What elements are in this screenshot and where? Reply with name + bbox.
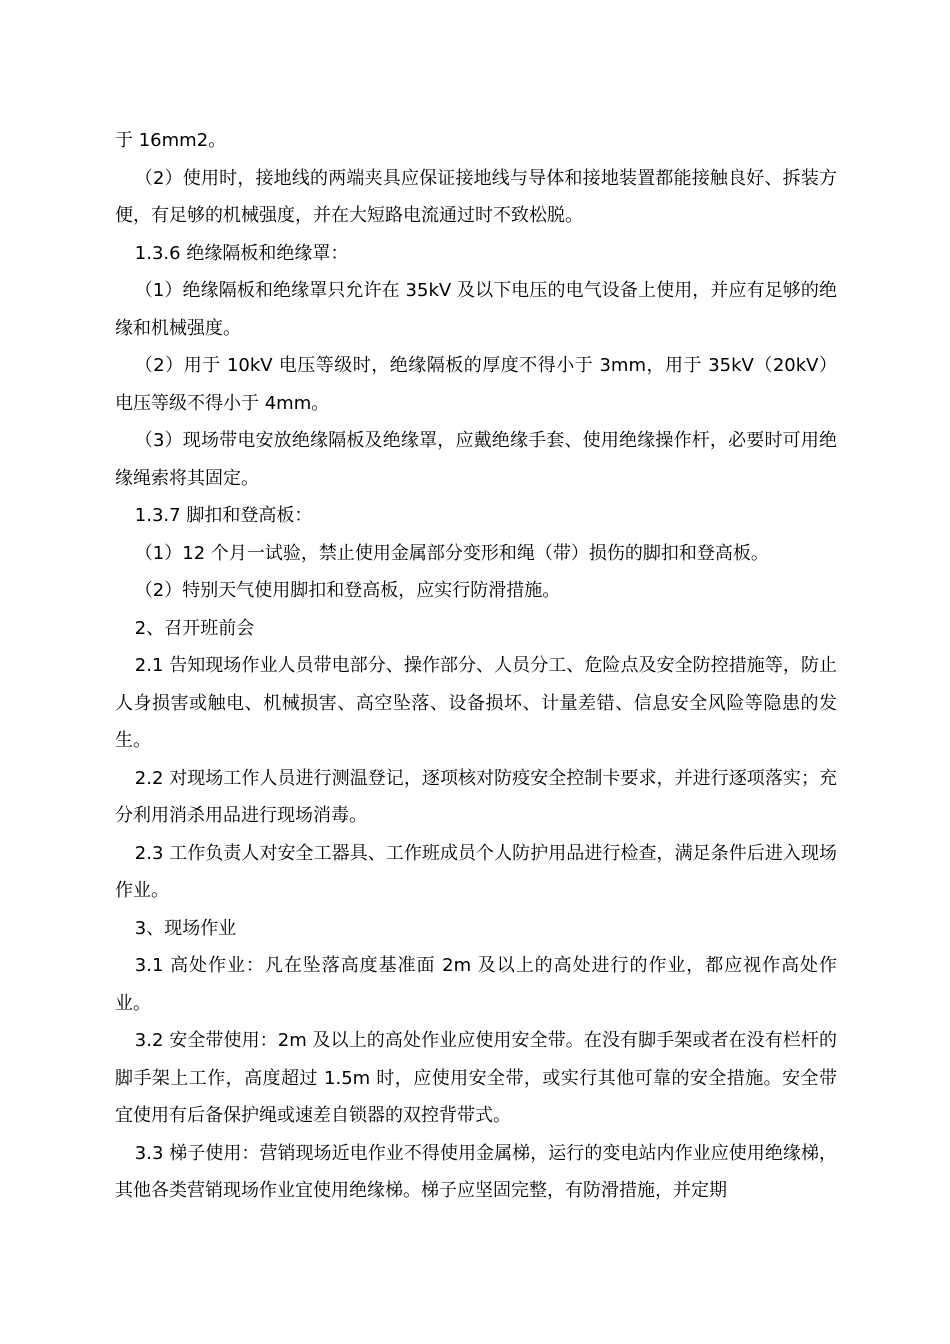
section-heading-3: 3、现场作业	[134, 917, 237, 939]
document-body	[115, 122, 837, 1210]
paragraph-live-installation: （3）现场带电安放绝缘隔板及绝缘罩，应戴绝缘手套、使用绝缘操作杆，必要时可用绝缘绳索将其固定。	[115, 430, 837, 489]
section-heading-1-3-7: 1.3.7 脚扣和登高板：	[134, 505, 313, 526]
paragraph-climbing-weather: （2）特别天气使用脚扣和登高板，应实行防滑措施。	[134, 580, 561, 601]
paragraph-3-3: 3.3 梯子使用：营销现场近电作业不得使用金属梯，运行的变电站内作业应使用绝缘梯，其他各类营销现场作业宜使用绝缘梯。梯子应坚固完整，有防滑措施，并定期	[115, 1142, 837, 1201]
paragraph-3-1: 3.1 高处作业：凡在坠落高度基准面 2m 及以上的高处进行的作业，都应视作高处作业。	[115, 955, 837, 1014]
paragraph-grounding-wire-clamp: （2）使用时，接地线的两端夹具应保证接地线与导体和接地装置都能接触良好、拆装方便，有足够的机械强度，并在大短路电流通过时不致松脱。	[115, 167, 837, 226]
paragraph-2-2: 2.2 对现场工作人员进行测温登记，逐项核对防疫安全控制卡要求，并进行逐项落实；充分利用消杀用品进行现场消毒。	[115, 767, 837, 826]
paragraph-2-1: 2.1 告知现场作业人员带电部分、操作部分、人员分工、危险点及安全防控措施等，防止人身损害或触电、机械损害、高空坠落、设备损坏、计量差错、信息安全风险等隐患的发生。	[115, 655, 837, 751]
paragraph-2-3: 2.3 工作负责人对安全工器具、工作班成员个人防护用品进行检查，满足条件后进入现场作业。	[115, 842, 837, 901]
paragraph-insulation-thickness: （2）用于 10kV 电压等级时，绝缘隔板的厚度不得小于 3mm，用于 35kV（20kV）电压等级不得小于 4mm。	[115, 355, 837, 414]
paragraph-insulation-usage: （1）绝缘隔板和绝缘罩只允许在 35kV 及以下电压的电气设备上使用，并应有足够的绝缘和机械强度。	[115, 280, 837, 339]
section-heading-2: 2、召开班前会	[134, 617, 255, 639]
section-heading-1-3-6: 1.3.6 绝缘隔板和绝缘罩：	[134, 242, 349, 264]
paragraph-climbing-test: （1）12 个月一试验，禁止使用金属部分变形和绳（带）损伤的脚扣和登高板。	[134, 542, 769, 564]
paragraph-3-2: 3.2 安全带使用：2m 及以上的高处作业应使用安全带。在没有脚手架或者在没有栏杆的脚手架上工作，高度超过 1.5m 时，应使用安全带，或实行其他可靠的安全措施。安全带宜使用有后备保护绳或速差自锁器的双控背带式。	[115, 1030, 837, 1126]
paragraph-continuation: 于 16mm2。	[115, 130, 227, 151]
